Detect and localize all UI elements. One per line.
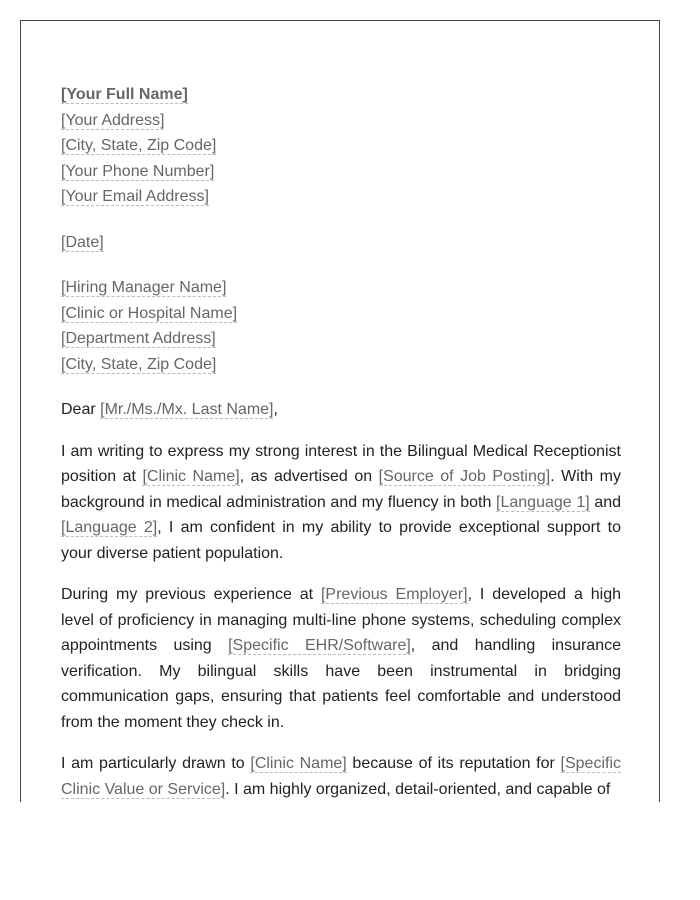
p1-language-1[interactable]: [Language 1] xyxy=(496,493,590,511)
p1-text-3: . With my background in medical administration and my fluency in both xyxy=(61,468,621,511)
salutation-greeting: Dear xyxy=(61,401,101,418)
recipient-department-address[interactable]: [Department Address] xyxy=(61,330,216,347)
body-paragraph-1 xyxy=(61,439,621,567)
salutation-punct: , xyxy=(273,401,278,418)
p2-text-1: During my previous experience at xyxy=(61,586,321,603)
sender-email[interactable]: [Your Email Address] xyxy=(61,188,209,205)
p1-text-4: and xyxy=(589,493,622,511)
recipient-organization[interactable]: [Clinic or Hospital Name] xyxy=(61,304,238,322)
letter-date[interactable]: [Date] xyxy=(61,233,104,251)
p1-clinic-name[interactable]: [Clinic Name] xyxy=(142,468,240,485)
salutation xyxy=(61,397,621,423)
p1-text-1: I am writing to express my strong interest in the Bilingual Medical Receptionist position at xyxy=(61,442,621,485)
recipient-block xyxy=(61,275,621,377)
p3-clinic-value[interactable]: [Specific Clinic Value or Service] xyxy=(61,755,621,798)
sender-phone[interactable]: [Your Phone Number] xyxy=(61,162,215,180)
p3-clinic-name[interactable]: [Clinic Name] xyxy=(250,755,347,772)
p3-text-3: . I am highly organized, detail-oriented, and capable of xyxy=(225,780,611,798)
body-paragraph-2 xyxy=(61,582,621,735)
p1-language-2[interactable]: [Language 2] xyxy=(61,519,158,536)
p2-text-3: , and handling insurance verification. My bilingual skills have been instrumental in bridging communication gaps, ensuring that patients feel comfortable and understood from the moment they check in. xyxy=(61,637,622,731)
salutation-name[interactable]: [Mr./Ms./Mx. Last Name] xyxy=(100,401,274,418)
recipient-manager[interactable]: [Hiring Manager Name] xyxy=(61,279,227,296)
p2-software[interactable]: [Specific EHR/Software] xyxy=(228,637,411,654)
letter-page xyxy=(20,20,660,802)
sender-address[interactable]: [Your Address] xyxy=(61,111,165,129)
date-block xyxy=(61,230,621,256)
sender-city-state-zip[interactable]: [City, State, Zip Code] xyxy=(61,137,217,154)
p1-job-source[interactable]: [Source of Job Posting] xyxy=(378,468,551,485)
p2-text-2: , I developed a high level of proficiency in managing multi-line phone systems, scheduling complex appointments using xyxy=(61,586,621,654)
p1-text-2: , as advertised on xyxy=(239,468,379,485)
recipient-city-state-zip[interactable]: [City, State, Zip Code] xyxy=(61,355,217,373)
p2-previous-employer[interactable]: [Previous Employer] xyxy=(320,586,468,603)
sender-full-name[interactable]: [Your Full Name] xyxy=(61,86,188,103)
body-paragraph-3 xyxy=(61,751,621,802)
p3-text-2: because of its reputation for xyxy=(346,755,561,772)
letter-content xyxy=(61,82,621,802)
sender-block xyxy=(61,82,621,210)
p1-text-5: , I am confident in my ability to provide exceptional support to your diverse patient population. xyxy=(61,519,622,562)
p3-text-1: I am particularly drawn to xyxy=(61,755,251,772)
